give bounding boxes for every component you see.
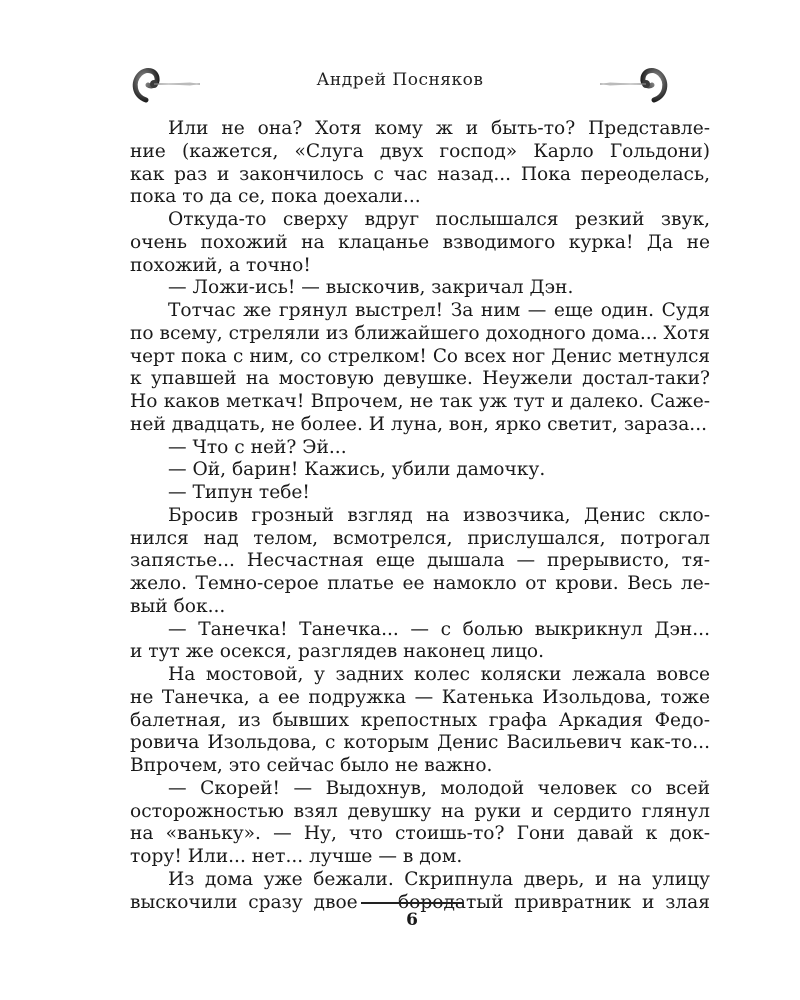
text-line: черт пока с ним, со стрелком! Со всех ног Денис метнулся xyxy=(130,345,710,367)
text-line: Впрочем, это сейчас было не важно. xyxy=(130,755,493,776)
text-line: по всему, стреляли из ближайшего доходного дома... Хотя xyxy=(130,322,710,344)
text-line: — Скорей! — Выдохнув, молодой человек со всей xyxy=(168,777,710,799)
text-line: жело. Темно-серое платье ее намокло от крови. Весь ле- xyxy=(130,573,710,594)
text-line: — Что с ней? Эй... xyxy=(168,436,347,458)
text-line: — Ой, барин! Кажись, убили дамочку. xyxy=(168,459,546,481)
running-header-author: Андрей Посняков xyxy=(316,70,484,90)
text-line: очень похожий на клацанье взводимого курка! Да не xyxy=(130,231,710,253)
text-line: и тут же осекся, разглядев наконец лицо. xyxy=(130,641,545,663)
text-line: — Танечка! Танечка... — с болью выкрикнул Дэн... xyxy=(168,618,710,640)
text-line: — Ложи-ись! — выскочив, закричал Дэн. xyxy=(168,277,574,299)
page-number: 6 xyxy=(406,910,418,930)
body-text xyxy=(130,118,710,914)
footer-rule xyxy=(361,902,463,904)
text-line: как раз и закончилось с час назад... Пока переоделась, xyxy=(130,163,710,185)
text-line: Тотчас же грянул выстрел! За ним — еще один. Судя xyxy=(168,300,710,321)
swirl-ornament-icon xyxy=(598,62,670,106)
text-line: Бросив грозный взгляд на извозчика, Денис скло- xyxy=(168,504,710,526)
text-line: Но каков меткач! Впрочем, не так уж тут и далеко. Саже- xyxy=(130,391,710,412)
text-line: Откуда-то сверху вдруг послышался резкий звук, xyxy=(168,209,710,230)
text-line: выскочили сразу двое — бородатый привратник и злая xyxy=(130,891,710,913)
text-line: осторожностью взял девушку на руки и сердито глянул xyxy=(130,800,710,822)
text-line: ней двадцать, не более. И луна, вон, ярко светит, зараза... xyxy=(130,413,708,435)
text-line: — Типун тебе! xyxy=(168,482,310,503)
text-line: пока то да се, пока доехали... xyxy=(130,186,421,208)
text-line: к упавшей на мостовую девушке. Неужели достал-таки? xyxy=(130,368,710,390)
text-line: ровича Изольдова, с которым Денис Васильевич как-то... xyxy=(130,732,710,754)
text-line: балетная, из бывших крепостных графа Аркадия Федо- xyxy=(130,709,710,731)
text-line: не Танечка, а ее подружка — Катенька Изольдова, тоже xyxy=(130,686,710,708)
text-line: тору! Или... нет... лучше — в дом. xyxy=(130,846,463,867)
text-line: Или не она? Хотя кому ж и быть-то? Представле- xyxy=(168,118,710,139)
text-line: нился над телом, всмотрелся, прислушался, потрогал xyxy=(130,527,710,549)
text-line: на «ваньку». — Ну, что стоишь-то? Гони давай к док- xyxy=(130,823,710,845)
text-line: похожий, а точно! xyxy=(130,254,311,276)
text-line: На мостовой, у задних колес коляски лежала вовсе xyxy=(168,664,710,685)
page-header xyxy=(0,62,800,106)
text-line: ние (кажется, «Слуга двух господ» Карло Гольдони) xyxy=(130,140,710,162)
text-line: Из дома уже бежали. Скрипнула дверь, и на улицу xyxy=(168,868,710,890)
text-line: вый бок... xyxy=(130,595,226,617)
text-line: запястье... Несчастная еще дышала — прерывисто, тя- xyxy=(130,550,710,572)
